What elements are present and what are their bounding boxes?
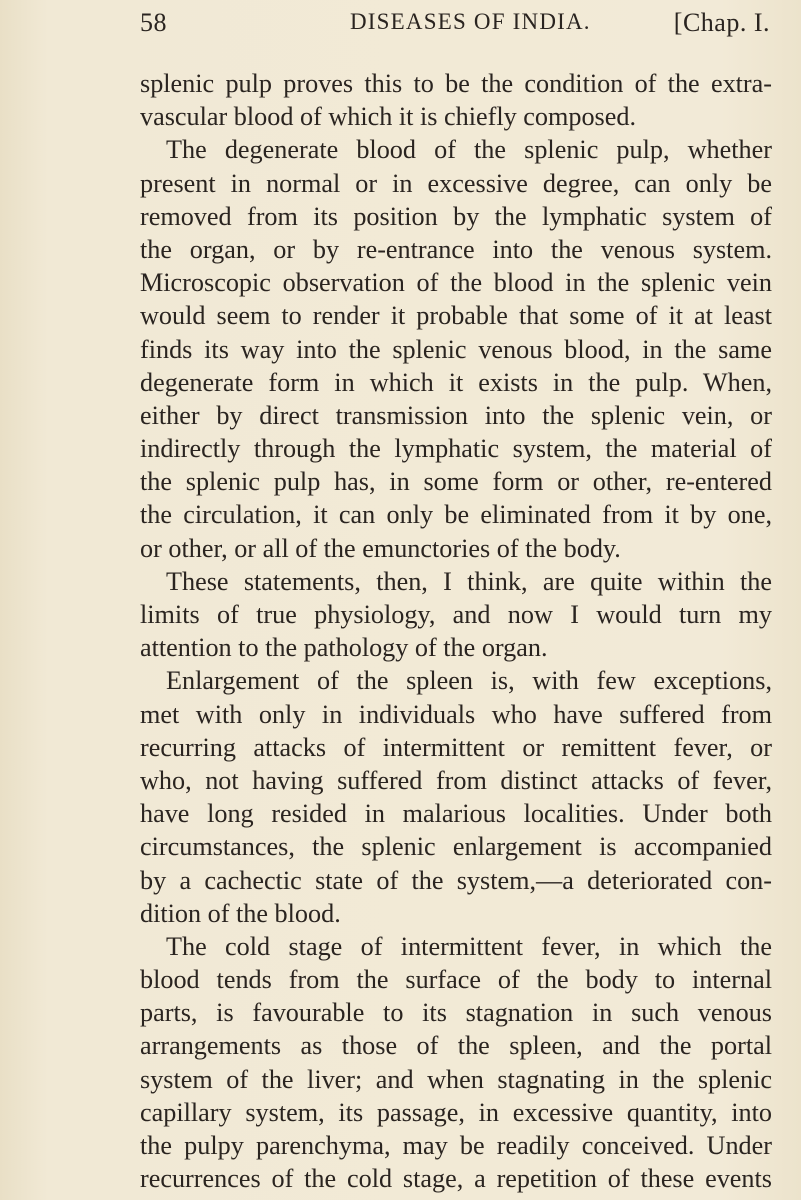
text-line: arrangements as those of the spleen, and the portal — [140, 1031, 772, 1061]
text-line: by a cachectic state of the system,—a deteriorated con- — [140, 865, 772, 895]
text-line: have long resided in malarious localities. Under both — [140, 799, 772, 829]
chapter-reference: [Chap. I. — [673, 8, 770, 37]
text-line: the circulation, it can only be eliminated from it by one, — [140, 500, 772, 530]
text-line: the splenic pulp has, in some form or other, re-entered — [140, 467, 772, 497]
text-line: blood tends from the surface of the body to internal — [140, 965, 772, 995]
text-line: recurring attacks of intermittent or remittent fever, or — [140, 732, 772, 762]
text-line: vascular blood of which it is chiefly composed. — [140, 102, 636, 132]
text-line: who, not having suffered from distinct attacks of fever, — [140, 765, 772, 795]
text-line: dition of the blood. — [140, 898, 341, 928]
page-number: 58 — [140, 8, 167, 37]
text-line: These statements, then, I think, are quite within the — [166, 566, 772, 596]
text-line: met with only in individuals who have suffered from — [140, 699, 772, 729]
text-line: circumstances, the splenic enlargement is accompanied — [140, 832, 772, 862]
text-line: degenerate form in which it exists in the pulp. When, — [140, 367, 772, 397]
text-line: The degenerate blood of the splenic pulp, whether — [166, 135, 772, 165]
text-line: parts, is favourable to its stagnation in such venous — [140, 998, 772, 1028]
text-line: either by direct transmission into the splenic vein, or — [140, 400, 772, 430]
text-line: present in normal or in excessive degree, can only be — [140, 168, 772, 198]
text-line: recurrences of the cold stage, a repetition of these events — [140, 1164, 772, 1194]
text-line: system of the liver; and when stagnating in the splenic — [140, 1064, 772, 1094]
text-line: Microscopic observation of the blood in the splenic vein — [140, 268, 772, 298]
text-line: finds its way into the splenic venous blood, in the same — [140, 334, 772, 364]
text-line: capillary system, its passage, in excessive quantity, into — [140, 1097, 772, 1127]
running-head — [140, 8, 772, 48]
text-line: limits of true physiology, and now I would turn my — [140, 600, 772, 629]
text-line: splenic pulp proves this to be the condition of the extra- — [140, 69, 772, 98]
text-line: attention to the pathology of the organ. — [140, 633, 548, 663]
body-text — [140, 67, 772, 1195]
text-line: indirectly through the lymphatic system, the material of — [140, 434, 772, 464]
running-title: DISEASES OF INDIA. — [350, 9, 591, 34]
text-line: the pulpy parenchyma, may be readily conceived. Under — [140, 1131, 772, 1160]
text-line: would seem to render it probable that some of it at least — [140, 301, 772, 331]
text-line: The cold stage of intermittent fever, in which the — [166, 931, 772, 961]
text-line: or other, or all of the emunctories of the body. — [140, 533, 621, 563]
text-line: the organ, or by re-entrance into the venous system. — [140, 234, 772, 264]
text-line: Enlargement of the spleen is, with few exceptions, — [166, 666, 772, 696]
text-line: removed from its position by the lymphatic system of — [140, 201, 772, 231]
